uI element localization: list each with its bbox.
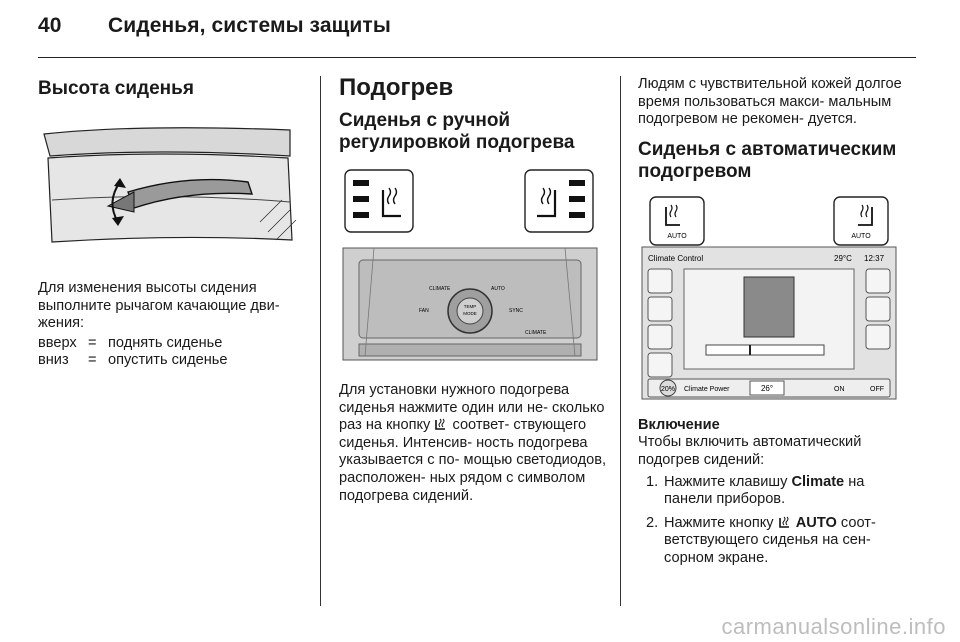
panel-auto-label: AUTO xyxy=(491,286,505,292)
step-bold: Climate xyxy=(791,473,845,490)
step-text: Нажмите кнопку xyxy=(664,514,774,531)
manual-heating-subheading: Сиденья с ручной регулировкой подогрева xyxy=(339,110,575,153)
screen-off: OFF xyxy=(870,385,884,393)
activation-lead: Чтобы включить автоматический подогрев сидений: xyxy=(638,434,862,468)
seat-height-text: Для изменения высоты сидения выполните рычагом качающие дви- жения: xyxy=(38,280,280,332)
column-heating-auto xyxy=(638,68,910,574)
panel-climate-label: CLIMATE xyxy=(429,286,451,292)
seat-heat-icon xyxy=(778,515,792,529)
direction-term: вниз xyxy=(38,352,69,369)
auto-heating-heading: Сиденья с автоматическим подогревом xyxy=(638,138,897,182)
column-heating-manual xyxy=(339,68,607,505)
direction-sep: = xyxy=(88,334,97,351)
manual-heating-text-end: соответ- ствующего сиденья. Интенсив- ность подогрева указывается с по- мощью светодиодов, расположен- ных рядом с символом подогрева сидений. xyxy=(339,417,607,504)
step-bold: AUTO xyxy=(795,514,837,531)
seat-lever-illustration xyxy=(38,122,300,252)
step-number: 1. xyxy=(646,473,659,490)
direction-term: вверх xyxy=(38,334,77,351)
right-auto-label: AUTO xyxy=(851,232,871,240)
direction-desc: поднять сиденье xyxy=(108,334,223,351)
screen-clock: 12:37 xyxy=(864,253,885,263)
activation-subheading: Включение xyxy=(638,416,720,433)
seat-heat-icon xyxy=(434,417,448,431)
table-row xyxy=(38,352,228,370)
panel-fan-label: FAN xyxy=(419,308,429,314)
step-text-end: соот- ветствующего сиденья на сен- сорном экране. xyxy=(664,514,876,566)
step-text-end: на панели приборов. xyxy=(664,473,865,508)
touchscreen-illustration xyxy=(638,193,900,403)
heating-heading: Подогрев xyxy=(339,74,454,101)
panel-temp-label: TEMP xyxy=(463,304,477,309)
sensitive-skin-note: Людям с чувствительной кожей долгое время пользоваться макси- мальным подогревом не рекомен- дуется. xyxy=(638,76,902,128)
column-divider-1 xyxy=(320,76,321,606)
page-header xyxy=(38,14,391,38)
screen-set-temp: 26° xyxy=(760,383,774,393)
manual-heating-text-start: Для установки нужного подогрева сиденья нажмите один или не- сколько раз на кнопку xyxy=(339,382,605,434)
panel-climate2-label: CLIMATE xyxy=(525,330,547,336)
panel-sync-label: SYNC xyxy=(509,308,523,314)
activation-steps xyxy=(638,474,910,568)
screen-climate-power: Climate Power xyxy=(684,385,730,393)
table-row xyxy=(38,335,228,353)
panel-mode-label: MODE xyxy=(463,311,477,316)
screen-outside-temp: 29°C xyxy=(834,253,852,263)
manual-heat-panel-illustration xyxy=(339,166,601,364)
left-auto-label: AUTO xyxy=(667,232,687,240)
seat-height-heading: Высота сиденья xyxy=(38,78,194,99)
list-item xyxy=(638,515,910,568)
step-text: Нажмите клавишу xyxy=(664,473,788,490)
screen-percent: 20% xyxy=(660,385,676,393)
column-seat-height xyxy=(38,68,304,370)
manual-heating-text xyxy=(339,382,607,505)
list-item xyxy=(638,474,910,509)
screen-on: ON xyxy=(834,385,845,393)
direction-desc: опустить сиденье xyxy=(108,352,228,369)
direction-sep: = xyxy=(88,352,97,369)
step-number: 2. xyxy=(646,514,659,531)
watermark: carmanualsonline.info xyxy=(721,614,946,639)
page-number: 40 xyxy=(38,14,62,37)
page-title: Сиденья, системы защиты xyxy=(108,14,391,37)
header-rule xyxy=(38,57,916,58)
column-divider-2 xyxy=(620,76,621,606)
screen-title: Climate Control xyxy=(648,253,704,263)
lever-direction-table xyxy=(38,335,228,370)
